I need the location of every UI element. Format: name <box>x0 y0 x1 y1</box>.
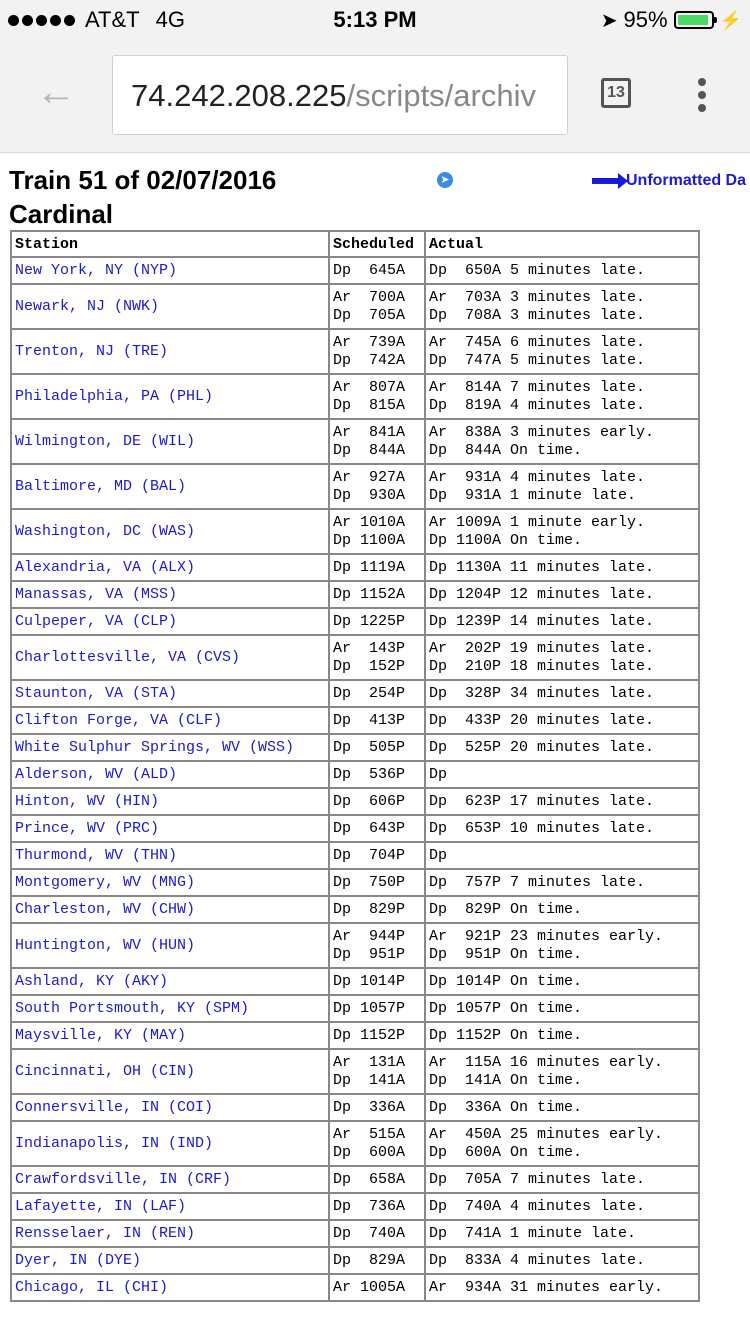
battery-percent: 95% <box>623 7 668 32</box>
table-row <box>11 968 699 995</box>
table-row <box>11 509 699 554</box>
actual-line: Ar 931A 4 minutes late. <box>429 468 646 486</box>
scheduled-line: Ar 131A <box>333 1053 406 1071</box>
header-scheduled: Scheduled <box>329 231 425 257</box>
table-row <box>11 581 699 608</box>
train-status-table <box>10 230 700 1302</box>
scheduled-line: Dp 658A <box>333 1171 406 1188</box>
train-name: Cardinal <box>9 199 114 229</box>
address-bar[interactable] <box>112 55 568 135</box>
scheduled-cell <box>329 581 425 608</box>
actual-cell <box>425 284 699 329</box>
scheduled-cell <box>329 419 425 464</box>
actual-line: Dp 829P On time. <box>429 901 583 918</box>
station-link[interactable]: Dyer, IN (DYE) <box>11 1247 329 1274</box>
page-content <box>0 153 750 1334</box>
actual-cell <box>425 923 699 968</box>
scheduled-cell <box>329 329 425 374</box>
overflow-menu-icon[interactable] <box>696 78 708 117</box>
location-arrow-icon: ➤ <box>600 9 618 32</box>
actual-cell <box>425 896 699 923</box>
scheduled-line: Dp 606P <box>333 793 406 810</box>
table-row <box>11 707 699 734</box>
actual-cell <box>425 680 699 707</box>
station-link[interactable]: Maysville, KY (MAY) <box>11 1022 329 1049</box>
scheduled-cell <box>329 995 425 1022</box>
scheduled-line: Dp 1057P <box>333 1000 406 1017</box>
station-link[interactable]: Chicago, IL (CHI) <box>11 1274 329 1301</box>
actual-line: Ar 814A 7 minutes late. <box>429 378 646 396</box>
table-row <box>11 257 699 284</box>
station-link[interactable]: Hinton, WV (HIN) <box>11 788 329 815</box>
actual-cell <box>425 1121 699 1166</box>
table-row <box>11 1220 699 1247</box>
station-link[interactable]: Washington, DC (WAS) <box>11 509 329 554</box>
actual-cell <box>425 995 699 1022</box>
actual-cell <box>425 869 699 896</box>
station-link[interactable]: White Sulphur Springs, WV (WSS) <box>11 734 329 761</box>
scheduled-cell <box>329 1049 425 1094</box>
actual-line: Dp 600A On time. <box>429 1143 583 1161</box>
actual-line: Dp 525P 20 minutes late. <box>429 739 655 756</box>
scheduled-cell <box>329 608 425 635</box>
scheduled-line: Ar 807A <box>333 378 406 396</box>
actual-line: Dp 1204P 12 minutes late. <box>429 586 655 603</box>
station-link[interactable]: Charleston, WV (CHW) <box>11 896 329 923</box>
scheduled-line: Dp 829P <box>333 901 406 918</box>
station-link[interactable]: Cincinnati, OH (CIN) <box>11 1049 329 1094</box>
actual-line: Dp 705A 7 minutes late. <box>429 1171 646 1188</box>
actual-line: Ar 838A 3 minutes early. <box>429 423 655 441</box>
station-link[interactable]: Alderson, WV (ALD) <box>11 761 329 788</box>
actual-line: Dp 1014P On time. <box>429 973 583 990</box>
actual-line: Dp 336A On time. <box>429 1099 583 1116</box>
table-row <box>11 284 699 329</box>
table-row <box>11 1166 699 1193</box>
scheduled-line: Dp 844A <box>333 441 406 459</box>
actual-cell <box>425 608 699 635</box>
scheduled-line: Ar 700A <box>333 288 406 306</box>
table-row <box>11 1094 699 1121</box>
actual-line: Dp <box>429 766 448 783</box>
scheduled-cell <box>329 635 425 680</box>
station-link[interactable]: New York, NY (NYP) <box>11 257 329 284</box>
actual-cell <box>425 554 699 581</box>
scheduled-cell <box>329 1094 425 1121</box>
scheduled-line: Ar 944P <box>333 927 406 945</box>
table-row <box>11 815 699 842</box>
train-title: Train 51 of 02/07/2016 <box>9 165 277 195</box>
header-actual: Actual <box>425 231 699 257</box>
table-row <box>11 1274 699 1301</box>
actual-cell <box>425 788 699 815</box>
clock: 5:13 PM <box>333 7 417 32</box>
scheduled-line: Dp 643P <box>333 820 406 837</box>
scheduled-line: Ar 515A <box>333 1125 406 1143</box>
scheduled-line: Ar 739A <box>333 333 406 351</box>
actual-line: Ar 921P 23 minutes early. <box>429 927 664 945</box>
table-row <box>11 896 699 923</box>
table-row <box>11 1121 699 1166</box>
table-row <box>11 374 699 419</box>
scheduled-line: Dp 1014P <box>333 973 406 990</box>
scheduled-cell <box>329 1193 425 1220</box>
actual-cell <box>425 509 699 554</box>
scheduled-cell <box>329 509 425 554</box>
station-link[interactable]: Rensselaer, IN (REN) <box>11 1220 329 1247</box>
scheduled-line: Dp 413P <box>333 712 406 729</box>
scheduled-line: Dp 152P <box>333 657 406 675</box>
scheduled-line: Ar 143P <box>333 639 406 657</box>
actual-line: Dp 931A 1 minute late. <box>429 486 637 504</box>
station-link[interactable]: Baltimore, MD (BAL) <box>11 464 329 509</box>
scheduled-line: Dp 930A <box>333 486 406 504</box>
actual-cell <box>425 464 699 509</box>
scheduled-cell <box>329 842 425 869</box>
actual-line: Dp 653P 10 minutes late. <box>429 820 655 837</box>
actual-cell <box>425 815 699 842</box>
browser-toolbar <box>0 40 750 153</box>
scheduled-line: Dp 600A <box>333 1143 406 1161</box>
table-row <box>11 869 699 896</box>
actual-line: Ar 703A 3 minutes late. <box>429 288 646 306</box>
scheduled-line: Dp 336A <box>333 1099 406 1116</box>
unformatted-data-link[interactable] <box>592 172 746 190</box>
table-row <box>11 608 699 635</box>
table-row <box>11 329 699 374</box>
scheduled-cell <box>329 734 425 761</box>
actual-line: Dp 747A 5 minutes late. <box>429 351 646 369</box>
scheduled-line: Dp 536P <box>333 766 406 783</box>
scheduled-cell <box>329 896 425 923</box>
table-row <box>11 761 699 788</box>
actual-cell <box>425 1220 699 1247</box>
station-link[interactable]: Clifton Forge, VA (CLF) <box>11 707 329 734</box>
scheduled-cell <box>329 761 425 788</box>
station-link[interactable]: Trenton, NJ (TRE) <box>11 329 329 374</box>
actual-line: Dp 650A 5 minutes late. <box>429 262 646 279</box>
station-link[interactable]: Wilmington, DE (WIL) <box>11 419 329 464</box>
actual-line: Dp 740A 4 minutes late. <box>429 1198 646 1215</box>
scheduled-cell <box>329 1166 425 1193</box>
carrier-label: AT&T <box>85 7 140 32</box>
station-link[interactable]: Connersville, IN (COI) <box>11 1094 329 1121</box>
scheduled-line: Dp 1119A <box>333 559 406 576</box>
charging-bolt-icon: ⚡ <box>719 9 742 30</box>
scheduled-line: Dp 141A <box>333 1071 406 1089</box>
actual-cell <box>425 1193 699 1220</box>
scheduled-line: Dp 742A <box>333 351 406 369</box>
scheduled-line: Dp 505P <box>333 739 406 756</box>
actual-line: Dp 833A 4 minutes late. <box>429 1252 646 1269</box>
station-link[interactable]: Newark, NJ (NWK) <box>11 284 329 329</box>
table-header-row <box>11 231 699 257</box>
actual-line: Dp 951P On time. <box>429 945 583 963</box>
station-link[interactable]: Thurmond, WV (THN) <box>11 842 329 869</box>
network-label: 4G <box>155 7 185 32</box>
scheduled-line: Dp 740A <box>333 1225 406 1242</box>
actual-line: Dp 844A On time. <box>429 441 583 459</box>
actual-cell <box>425 257 699 284</box>
actual-cell <box>425 374 699 419</box>
back-arrow-icon[interactable]: ← <box>36 70 76 114</box>
scheduled-line: Dp 1225P <box>333 613 406 630</box>
actual-line: Dp 141A On time. <box>429 1071 583 1089</box>
scheduled-cell <box>329 1247 425 1274</box>
status-right <box>601 7 742 33</box>
scheduled-cell <box>329 815 425 842</box>
actual-line: Ar 745A 6 minutes late. <box>429 333 646 351</box>
actual-cell <box>425 1247 699 1274</box>
scheduled-line: Ar 1005A <box>333 1279 406 1296</box>
scheduled-cell <box>329 788 425 815</box>
station-link[interactable]: Prince, WV (PRC) <box>11 815 329 842</box>
station-link[interactable]: Ashland, KY (AKY) <box>11 968 329 995</box>
actual-line: Ar 115A 16 minutes early. <box>429 1053 664 1071</box>
table-row <box>11 464 699 509</box>
table-row <box>11 554 699 581</box>
actual-cell <box>425 734 699 761</box>
station-link[interactable]: Charlottesville, VA (CVS) <box>11 635 329 680</box>
actual-line: Dp 210P 18 minutes late. <box>429 657 655 675</box>
table-row <box>11 734 699 761</box>
actual-cell <box>425 329 699 374</box>
station-link[interactable]: Indianapolis, IN (IND) <box>11 1121 329 1166</box>
actual-cell <box>425 1166 699 1193</box>
scheduled-line: Ar 841A <box>333 423 406 441</box>
scheduled-cell <box>329 374 425 419</box>
table-row <box>11 419 699 464</box>
scheduled-cell <box>329 1220 425 1247</box>
scheduled-line: Dp 1100A <box>333 531 406 549</box>
actual-line: Ar 934A 31 minutes early. <box>429 1279 664 1296</box>
actual-line: Dp 1057P On time. <box>429 1000 583 1017</box>
table-row <box>11 842 699 869</box>
scheduled-cell <box>329 869 425 896</box>
scheduled-cell <box>329 284 425 329</box>
actual-line: Dp 708A 3 minutes late. <box>429 306 646 324</box>
battery-icon <box>674 11 714 29</box>
table-row <box>11 1022 699 1049</box>
table-row <box>11 635 699 680</box>
table-row <box>11 680 699 707</box>
actual-line: Dp 741A 1 minute late. <box>429 1225 637 1242</box>
actual-line: Dp 757P 7 minutes late. <box>429 874 646 891</box>
station-link[interactable]: Crawfordsville, IN (CRF) <box>11 1166 329 1193</box>
table-row <box>11 1247 699 1274</box>
scheduled-line: Ar 927A <box>333 468 406 486</box>
header-station: Station <box>11 231 329 257</box>
actual-line: Dp 1100A On time. <box>429 531 583 549</box>
scheduled-cell <box>329 968 425 995</box>
scheduled-cell <box>329 923 425 968</box>
actual-cell <box>425 635 699 680</box>
right-arrow-icon <box>592 178 620 184</box>
actual-cell <box>425 968 699 995</box>
actual-cell <box>425 419 699 464</box>
table-row <box>11 995 699 1022</box>
scheduled-line: Dp 1152P <box>333 1027 406 1044</box>
scheduled-cell <box>329 554 425 581</box>
actual-line: Ar 202P 19 minutes late. <box>429 639 655 657</box>
actual-line: Dp 1152P On time. <box>429 1027 583 1044</box>
actual-cell <box>425 1274 699 1301</box>
status-bar <box>0 0 750 40</box>
table-row <box>11 1049 699 1094</box>
scheduled-line: Dp 750P <box>333 874 406 891</box>
scheduled-line: Dp 254P <box>333 685 406 702</box>
scheduled-cell <box>329 1121 425 1166</box>
actual-cell <box>425 1022 699 1049</box>
table-row <box>11 1193 699 1220</box>
scheduled-line: Dp 951P <box>333 945 406 963</box>
scheduled-line: Dp 815A <box>333 396 406 414</box>
actual-line: Dp 1130A 11 minutes late. <box>429 559 655 576</box>
station-link[interactable]: Culpeper, VA (CLP) <box>11 608 329 635</box>
actual-line: Dp 623P 17 minutes late. <box>429 793 655 810</box>
actual-line: Dp 433P 20 minutes late. <box>429 712 655 729</box>
page-title <box>9 163 276 231</box>
station-link[interactable]: Lafayette, IN (LAF) <box>11 1193 329 1220</box>
station-link[interactable]: Manassas, VA (MSS) <box>11 581 329 608</box>
scheduled-line: Dp 645A <box>333 262 406 279</box>
table-row <box>11 923 699 968</box>
tab-switcher-button[interactable]: 13 <box>601 78 631 108</box>
station-link[interactable]: Huntington, WV (HUN) <box>11 923 329 968</box>
actual-cell <box>425 761 699 788</box>
scheduled-cell <box>329 1274 425 1301</box>
scheduled-line: Dp 829A <box>333 1252 406 1269</box>
actual-line: Dp 328P 34 minutes late. <box>429 685 655 702</box>
scheduled-cell <box>329 1022 425 1049</box>
station-link[interactable]: Philadelphia, PA (PHL) <box>11 374 329 419</box>
scheduled-cell <box>329 680 425 707</box>
actual-line: Dp <box>429 847 448 864</box>
table-row <box>11 788 699 815</box>
scheduled-cell <box>329 464 425 509</box>
scheduled-line: Dp 1152A <box>333 586 406 603</box>
scheduled-line: Dp 736A <box>333 1198 406 1215</box>
scheduled-cell <box>329 707 425 734</box>
scheduled-line: Dp 705A <box>333 306 406 324</box>
actual-cell <box>425 581 699 608</box>
scheduled-line: Dp 704P <box>333 847 406 864</box>
scheduled-line: Ar 1010A <box>333 513 406 531</box>
actual-line: Ar 1009A 1 minute early. <box>429 513 646 531</box>
scheduled-cell <box>329 257 425 284</box>
unformatted-link-label: Unformatted Da <box>626 172 747 189</box>
station-link[interactable]: Alexandria, VA (ALX) <box>11 554 329 581</box>
actual-cell <box>425 707 699 734</box>
actual-line: Dp 1239P 14 minutes late. <box>429 613 655 630</box>
url-path: /scripts/archiv <box>346 78 536 113</box>
actual-cell <box>425 1094 699 1121</box>
station-link[interactable]: Montgomery, WV (MNG) <box>11 869 329 896</box>
table-body <box>11 257 699 1301</box>
actual-line: Ar 450A 25 minutes early. <box>429 1125 664 1143</box>
url-host: 74.242.208.225 <box>131 78 347 113</box>
station-link[interactable]: South Portsmouth, KY (SPM) <box>11 995 329 1022</box>
actual-line: Dp 819A 4 minutes late. <box>429 396 646 414</box>
actual-cell <box>425 1049 699 1094</box>
actual-cell <box>425 842 699 869</box>
station-link[interactable]: Staunton, VA (STA) <box>11 680 329 707</box>
share-icon[interactable]: ➤ <box>437 172 453 188</box>
